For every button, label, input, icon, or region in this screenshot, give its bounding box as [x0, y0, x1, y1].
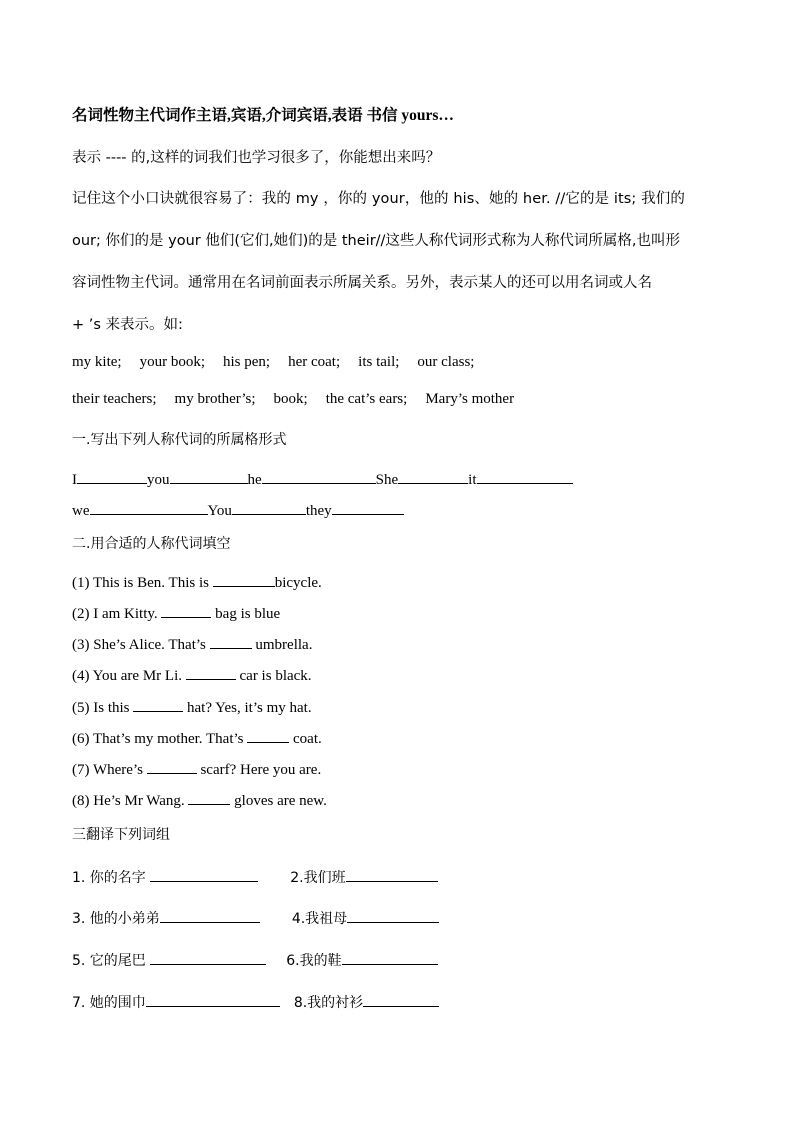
fill-item-text: (6) That’s my mother. That’s	[72, 731, 248, 747]
fill-item-4	[72, 664, 312, 686]
translate-row-4	[72, 991, 439, 1013]
worksheet-page	[72, 0, 752, 1123]
fill-item-2	[72, 602, 280, 624]
example-item: its tail;	[358, 354, 400, 370]
fill-item-text: coat.	[289, 731, 322, 747]
translate-row-2	[72, 907, 439, 929]
translate-item: 7. 她的围巾	[72, 995, 146, 1011]
answer-blank[interactable]	[146, 991, 280, 1007]
fill-item-text: (5) Is this	[72, 700, 134, 716]
fill-item-text: umbrella.	[251, 637, 313, 653]
pronoun-label: we	[72, 503, 90, 519]
answer-blank[interactable]	[186, 664, 236, 680]
translate-item: 1. 你的名字	[72, 870, 151, 886]
section-2-heading: 二.用合适的人称代词填空	[72, 536, 231, 552]
translate-item: 4.我祖母	[291, 911, 348, 927]
answer-blank[interactable]	[232, 499, 306, 515]
answer-blank[interactable]	[247, 727, 289, 743]
fill-item-text: bicycle.	[274, 575, 322, 591]
pronoun-label: it	[468, 472, 477, 488]
section-1-heading: 一.写出下列人称代词的所属格形式	[72, 432, 287, 448]
answer-blank[interactable]	[90, 499, 208, 515]
answer-blank[interactable]	[342, 949, 438, 965]
example-item: book;	[273, 391, 308, 407]
fill-item-text: (8) He’s Mr Wang.	[72, 793, 189, 809]
example-item: Mary’s mother	[425, 391, 515, 407]
answer-blank[interactable]	[398, 468, 468, 484]
intro-line-2: 记住这个小口诀就很容易了：我的 my ，你的 your，他的 his、她的 her. //它的是 its; 我们的	[72, 191, 685, 207]
intro-line-4: 容词性物主代词。通常用在名词前面表示所属关系。另外，表示某人的还可以用名词或人名	[72, 275, 652, 291]
answer-blank[interactable]	[160, 907, 260, 923]
fill-item-text: (7) Where’s	[72, 762, 147, 778]
answer-blank[interactable]	[133, 696, 183, 712]
translate-item: 6.我的鞋	[286, 953, 342, 969]
translate-item: 5. 它的尾巴	[72, 953, 151, 969]
pronoun-label: I	[72, 472, 77, 488]
examples-row-1	[72, 352, 474, 372]
fill-item-7	[72, 758, 321, 780]
answer-blank[interactable]	[262, 468, 376, 484]
intro-line-5: + ’s 来表示。如:	[72, 317, 183, 333]
example-item: his pen;	[223, 354, 271, 370]
fill-item-text: bag is blue	[211, 606, 281, 622]
answer-blank[interactable]	[347, 907, 439, 923]
example-item: her coat;	[288, 354, 341, 370]
fill-item-6	[72, 727, 322, 749]
section-3-heading: 三翻译下列词组	[72, 827, 170, 843]
answer-blank[interactable]	[150, 949, 266, 965]
answer-blank[interactable]	[147, 758, 197, 774]
answer-blank[interactable]	[210, 633, 252, 649]
answer-blank[interactable]	[477, 468, 573, 484]
example-item: your book;	[139, 354, 205, 370]
answer-blank[interactable]	[188, 789, 230, 805]
pronoun-label: he	[247, 472, 262, 488]
intro-line-3: our; 你们的是 your 他们(它们,她们)的是 their//这些人称代词形式称为人称代词所属格,也叫形	[72, 233, 681, 249]
answer-blank[interactable]	[150, 866, 258, 882]
answer-blank[interactable]	[161, 602, 211, 618]
translate-item: 2.我们班	[290, 870, 346, 886]
answer-blank[interactable]	[213, 571, 275, 587]
translate-row-1	[72, 866, 438, 888]
translate-row-3	[72, 949, 438, 971]
example-item: our class;	[417, 354, 475, 370]
fill-item-text: gloves are new.	[230, 793, 327, 809]
example-item: my kite;	[72, 354, 122, 370]
answer-blank[interactable]	[332, 499, 404, 515]
fill-item-3	[72, 633, 312, 655]
fill-item-text: (2) I am Kitty.	[72, 606, 162, 622]
section-1-row-1	[72, 468, 573, 490]
fill-item-5	[72, 696, 312, 718]
answer-blank[interactable]	[170, 468, 248, 484]
pronoun-label: they	[305, 503, 332, 519]
answer-blank[interactable]	[77, 468, 147, 484]
pronoun-label: She	[375, 472, 399, 488]
fill-item-8	[72, 789, 327, 811]
example-item: my brother’s;	[174, 391, 256, 407]
section-1-row-2	[72, 499, 404, 521]
fill-item-text: car is black.	[235, 668, 312, 684]
example-item: their teachers;	[72, 391, 157, 407]
fill-item-text: hat? Yes, it’s my hat.	[183, 700, 312, 716]
fill-item-1	[72, 571, 322, 593]
fill-item-text: (1) This is Ben. This is	[72, 575, 213, 591]
fill-item-text: (3) She’s Alice. That’s	[72, 637, 210, 653]
pronoun-label: You	[207, 503, 232, 519]
examples-row-2	[72, 389, 514, 409]
pronoun-label: you	[147, 472, 170, 488]
translate-item: 3. 他的小弟弟	[72, 911, 160, 927]
answer-blank[interactable]	[363, 991, 439, 1007]
example-item: the cat’s ears;	[325, 391, 408, 407]
page-title: 名词性物主代词作主语,宾语,介词宾语,表语 书信 yours…	[72, 107, 454, 124]
intro-line-1: 表示 ---- 的,这样的词我们也学习很多了，你能想出来吗？	[72, 150, 441, 166]
translate-item: 8.我的衬衫	[293, 995, 364, 1011]
fill-item-text: scarf? Here you are.	[196, 762, 322, 778]
fill-item-text: (4) You are Mr Li.	[72, 668, 186, 684]
answer-blank[interactable]	[346, 866, 438, 882]
